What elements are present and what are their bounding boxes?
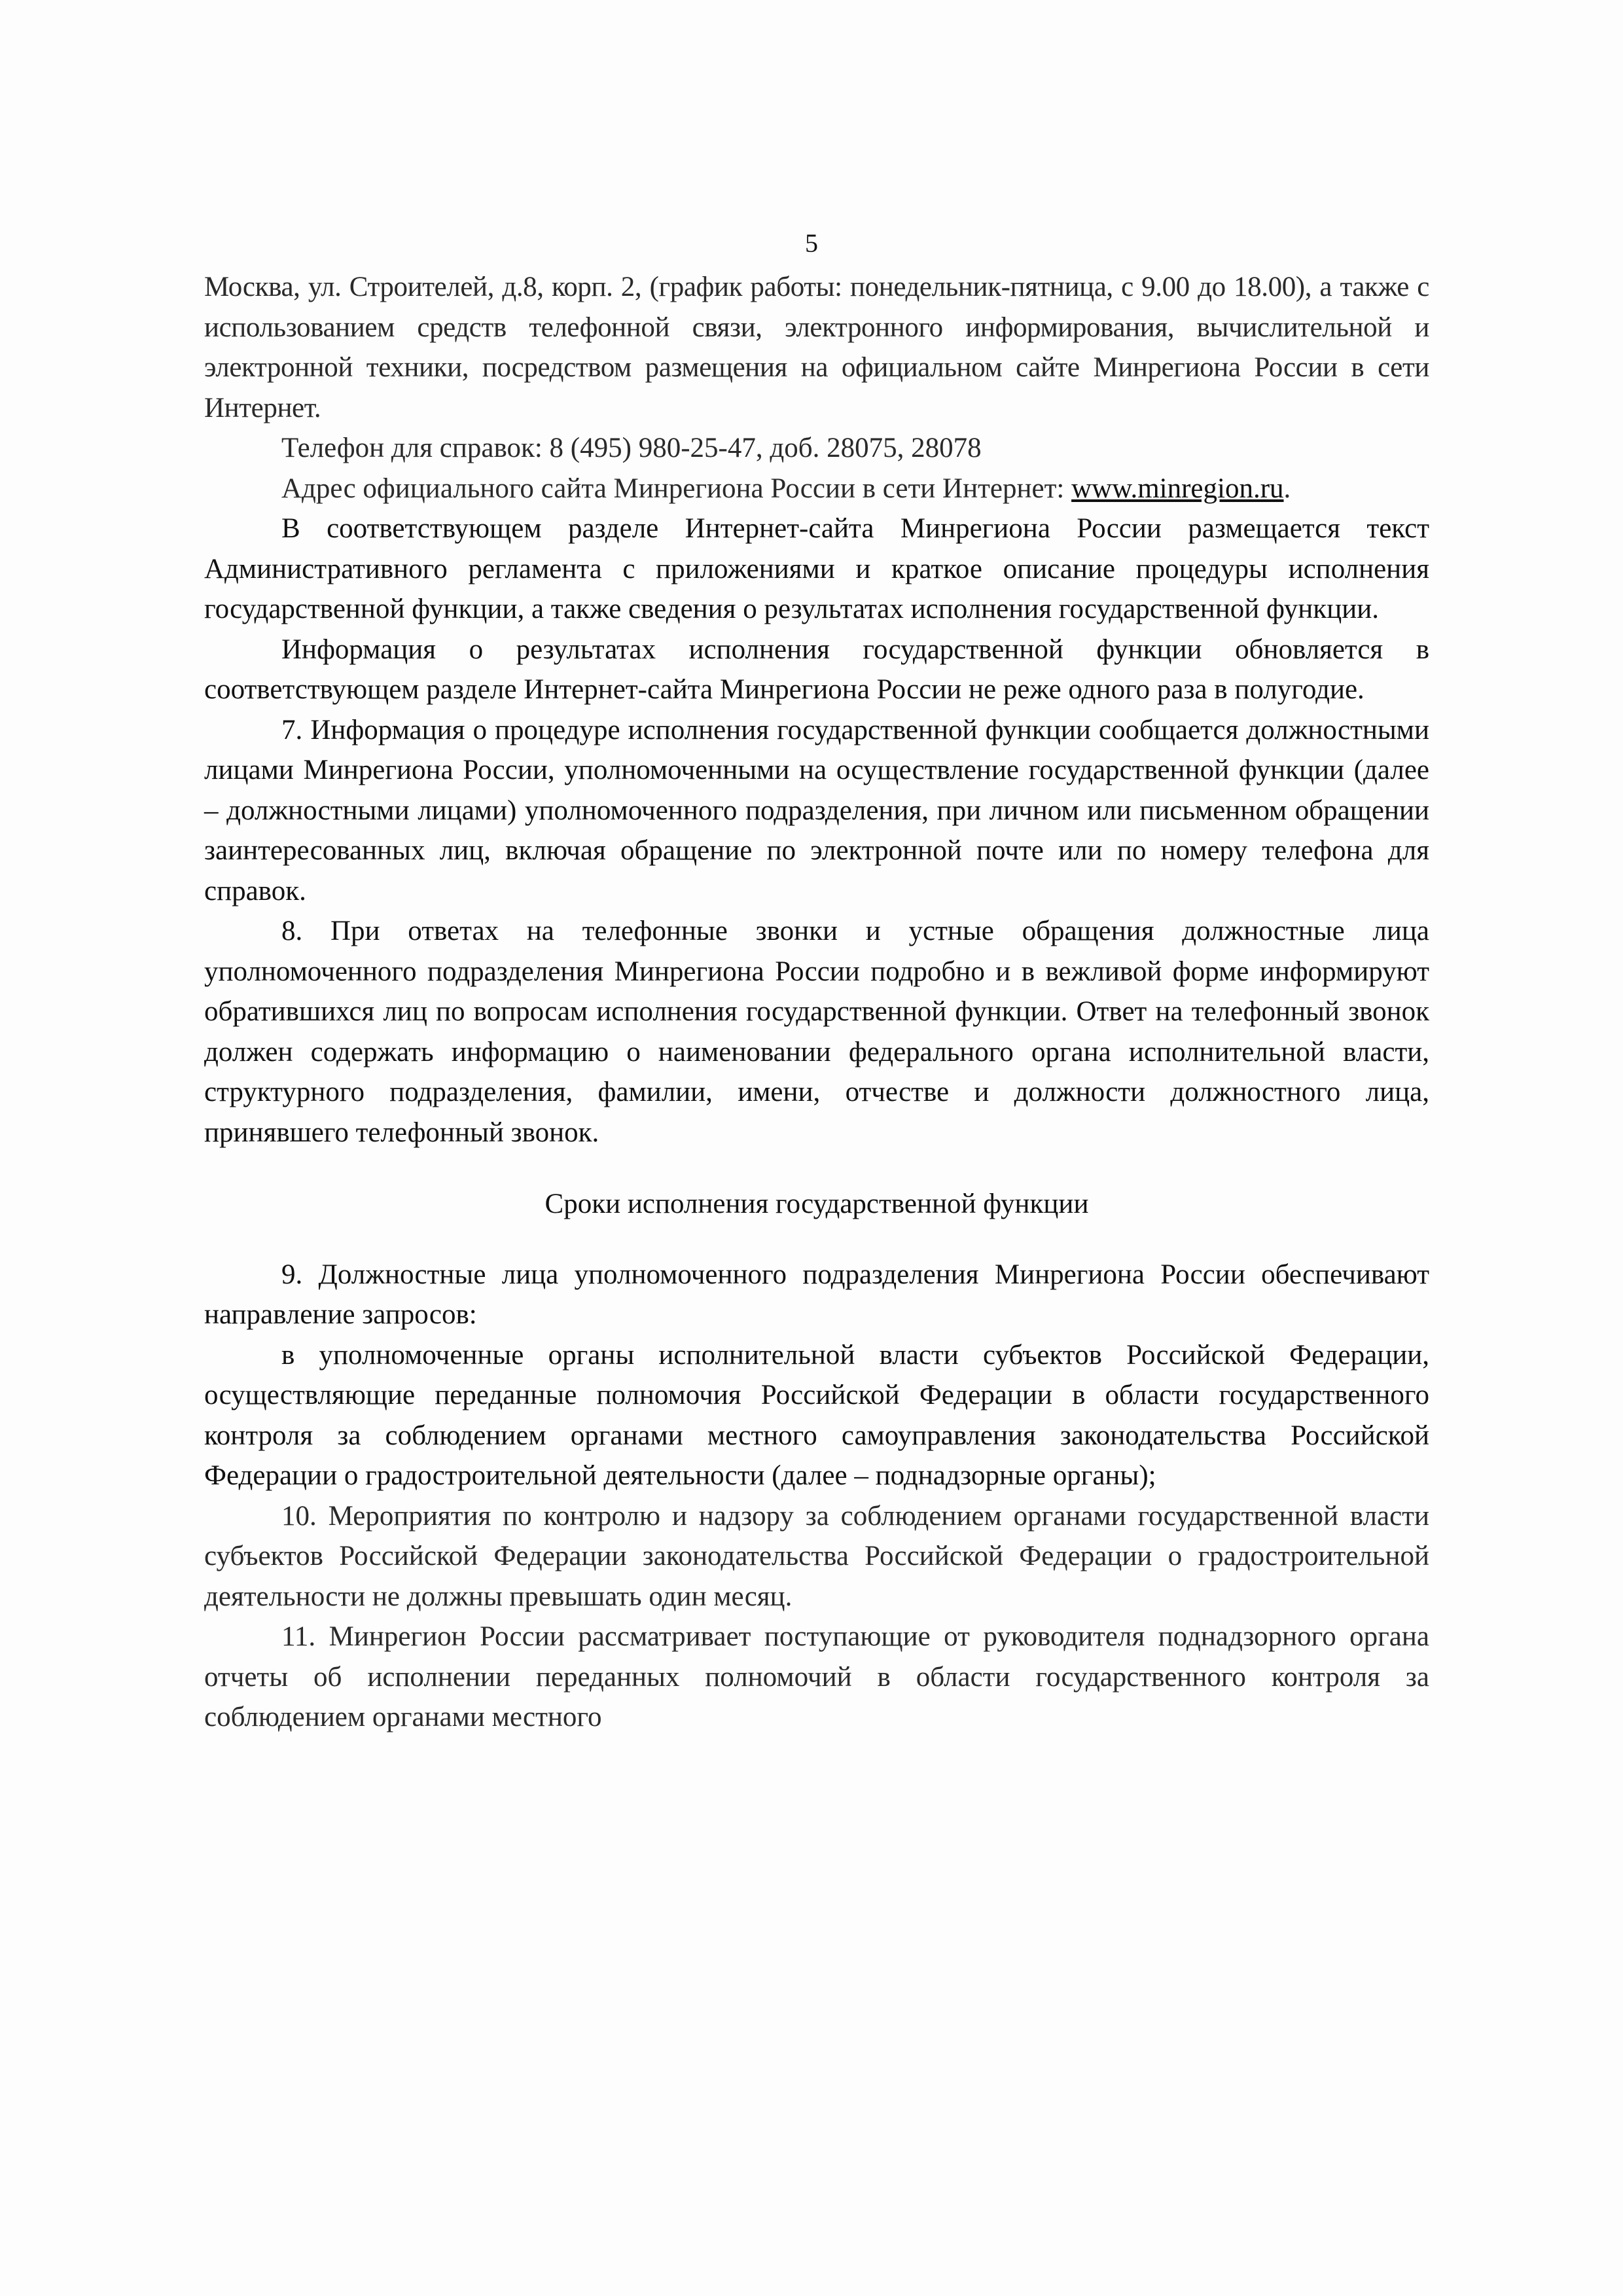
paragraph-item-10: 10. Мероприятия по контролю и надзору за соблюдением органами государственной власти субъектов Российской Федерации законодательства Российской Федерации о градостроительной деятельности не должны превышать один месяц. xyxy=(204,1500,1429,1612)
page-number: 5 xyxy=(805,228,818,258)
paragraph-item-9: 9. Должностные лица уполномоченного подразделения Минрегиона России обеспечивают направление запросов: xyxy=(204,1259,1429,1330)
website-tail: . xyxy=(1283,473,1291,504)
document-body xyxy=(204,267,1429,1738)
paragraph-item-7: 7. Информация о процедуре исполнения государственной функции сообщается должностными лицами Минрегиона России, уполномоченными на осуществление государственной функции (далее – должностными лицами) уполномоченного подразделения, при личном или письменном обращении заинтересованных лиц, включая обращение по электронной почте или по номеру телефона для справок. xyxy=(204,714,1429,906)
paragraph-results-update: Информация о результатах исполнения государственной функции обновляется в соответствующем разделе Интернет-сайта Минрегиона России не реже одного раза в полугодие. xyxy=(204,634,1429,705)
paragraph-item-11: 11. Минрегион России рассматривает поступающие от руководителя поднадзорного органа отчеты об исполнении переданных полномочий в области государственного контроля за соблюдением органами местного xyxy=(204,1621,1429,1732)
section-heading: Сроки исполнения государственной функции xyxy=(544,1189,1089,1219)
paragraph-phone: Телефон для справок: 8 (495) 980-25-47, доб. 28075, 28078 xyxy=(281,433,982,463)
paragraph-item-8: 8. При ответах на телефонные звонки и устные обращения должностные лица уполномоченного подразделения Минрегиона России подробно и в вежливой форме информируют обратившихся лиц по вопросам исполнения государственной функции. Ответ на телефонный звонок должен содержать информацию о наименовании федерального органа исполнительной власти, структурного подразделения, фамилии, имени, отчестве и должности должностного лица, принявшего телефонный звонок. xyxy=(204,916,1429,1148)
website-link[interactable]: www.minregion.ru xyxy=(1071,473,1284,504)
website-label: Адрес официального сайта Минрегиона России в сети Интернет: xyxy=(281,473,1065,504)
paragraph-contact-address: Москва, ул. Строителей, д.8, корп. 2, (график работы: понедельник-пятница, с 9.00 до 18.00), а также с использованием средств телефонной связи, электронного информирования, вычислительной и электронной техники, посредством размещения на официальном сайте Минрегиона России в сети Интернет. xyxy=(204,272,1429,423)
paragraph-website xyxy=(204,469,1429,509)
paragraph-website-section: В соответствующем разделе Интернет-сайта Минрегиона России размещается текст Административного регламента с приложениями и краткое описание процедуры исполнения государственной функции, а также сведения о результатах исполнения государственной функции. xyxy=(204,513,1429,624)
paragraph-item-9-detail: в уполномоченные органы исполнительной власти субъектов Российской Федерации, осуществляющие переданные полномочия Российской Федерации в области государственного контроля за соблюдением органами местного самоуправления законодательства Российской Федерации о градостроительной деятельности (далее – поднадзорные органы); xyxy=(204,1339,1429,1491)
